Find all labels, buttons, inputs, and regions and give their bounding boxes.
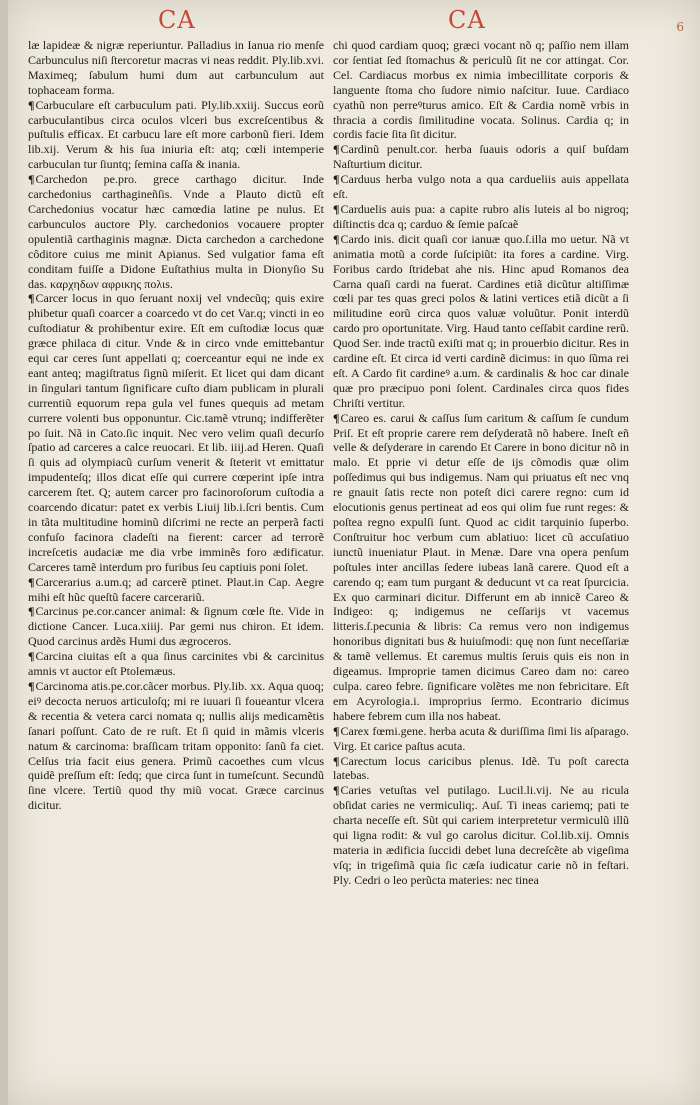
entry-text: Carduus herba vulgo nota a qua cardueliis auis appellata eſt. — [333, 172, 629, 202]
entry-paragraph — [28, 575, 324, 605]
entry-text: Caries vetuſtas vel putilago. Lucil.li.vij. Ne au ricula obſidat caries ne vermiculiq;. Auſ. Ti ineas cariemq; pati te charta neceſſe eſt. Sũt qui cariem interpretetur vermiculũ illũ qui ligna rodit: & vul go carolus dicitur. Col.lib.xij. Omnis materia in ædificia ſuccidi debet luna decreſcẽte ab vigeſima vſq; in trigeſimã quia ſic cæſa iudicatur carie nõ in feſtari. Ply. Cedri o leo perũcta materies: nec tinea — [333, 783, 629, 887]
paragraph-mark-icon: ¶ — [333, 783, 340, 798]
entry-text: Carcinoma atis.pe.cor.cãcer morbus. Ply.lib. xx. Aqua quoq; eiꝰ decocta neruos articuloſq; mi re iuuari ſi foueantur vlcera & recentia & vetera carci nomata q; nullis alijs medicamẽtis ſanari poſſunt. Cato de re ruſt. Et ſi quid in mãmis vlceris natum & carcinoma: braſſicam tritam opponito: ſanũ fa ciet. Celſus tria facit eius genera. Primũ cacoethes cum vlcus quidẽ preſſum eſt: ſedq; que circa ſunt in tumeſcunt. Secundũ ſine vlcere. Tertiũ quod thy miũ vocat. Græce carcinus dicitur. — [28, 678, 324, 813]
entry-text: Carcerarius a.um.q; ad carcerẽ ptinet. Plaut.in Cap. Aegre mihi eſt hũc queſtũ facere carcerariũ. — [28, 574, 324, 604]
paragraph-mark-icon: ¶ — [333, 723, 340, 738]
running-head-right: CA — [448, 6, 486, 34]
entry-text: Carectum locus caricibus plenus. Idẽ. Tu poſt carecta latebas. — [333, 753, 629, 783]
entry-paragraph — [28, 291, 324, 574]
left-text-column — [28, 38, 324, 813]
paragraph-mark-icon: ¶ — [333, 201, 340, 216]
paragraph-mark-icon: ¶ — [28, 291, 35, 306]
paragraph-mark-icon: ¶ — [333, 410, 340, 425]
entry-paragraph — [333, 411, 629, 724]
entry-paragraph — [28, 172, 324, 291]
entry-text: Carcina ciuitas eſt a qua ſinus carcinites vbi & carcinitus amnis vt auctor eſt Ptolemæus. — [28, 649, 324, 679]
entry-paragraph — [333, 783, 629, 887]
paragraph-mark-icon: ¶ — [333, 142, 340, 157]
right-text-column — [333, 38, 629, 888]
entry-text: Cardo inis. dicit quaſi cor ianuæ quo.ſ.illa mo uetur. Nã vt animatia motũ a corde ſuſcipiũt: ita fores a cardine. Virg. Foribus cardo ſtridebat ahe nis. Hinc apud Romanos dea Carna quaſi cardi na fuerat. Cardines etiã dicũtur altiſſimæ cœli par tes quas greci polos & latini vertices etiã dicũt a ſi militudine eorũ circa quos valuæ voluũtur. Ponit interdũ cardo pro oportunitate. Virg. Haud tanto ceſſabit cardine rerũ. Quod Ser. inde tractũ exiſti mat q; in prouerbio dicitur. Res in cardine eſt. Et circa id verti cardinẽ dicimus: in quo ſũma rei eſt. A Cardo fit cardineꝰ a.um. & cardinalis & hoc car dinale quæ pro præcipuo poni ſolent. Cardinales circa quos fides Chriſti vertitur. — [333, 231, 629, 410]
book-page — [8, 0, 700, 1105]
folio-number: 6 — [676, 20, 684, 34]
entry-paragraph — [28, 98, 324, 173]
entry-text: Carex fœmi.gene. herba acuta & duriſſima ſimi lis aſparago. Virg. Et carice paſtus acuta. — [333, 723, 629, 753]
entry-paragraph — [333, 724, 629, 754]
entry-paragraph — [333, 232, 629, 411]
paragraph-mark-icon: ¶ — [28, 604, 35, 619]
entry-text: Carcer locus in quo ſeruant noxij vel vndecũq; quis exire phibetur quaſi coarcer a coarcedo vt do cet Var.q; vincti in eo cuſtodiatur & prohibentur exire. Eſt em cuſtodiæ locus quæ græce philaca di citur. Vnde & in circo vnde emittebantur equi car ceres ſunt appellati q; coerceantur equi ne inde ex eant anteq; magiſtratus ſignũ miſerit. Et licet qui dam dicant in ſingulari tantum ſignificare cuſto diam publicam in plurali currentiũ equorum repa gula vel funes quequis ad metam currere volenti bus opponuntur. Cic.tamẽ vtrunq; indifferẽter po ſuit. Nã in Cato.ſic inquit. Nec vero velim quaſi decurſo ſpatio ad carceres a calce reuocari. Et lib. iiij.ad Heren. Quaſi ſi quis ad olympiacũ curſum venerit & ſteterit vt emittatur impudenteſq; illos dicat eſſe qui currere cœperint ipſe intra carcerem ſtet. Q; autem carcer pro facinoroſorum cuſtodia a coarcendo dicatur: patet ex verbis Liuij lib.i.ſcri bentis. Cum in tãta multitudine hominũ diſcrimi ne recte an perperã facti confuſo facinora cladeſti na fierent: carcer ad terrorẽ increſcetis audaciæ me dia vrbe imminẽs foro ædificatur. Carceres tamẽ interdum pro furibus ſeu captiuis poni ſolet. — [28, 291, 324, 574]
paragraph-mark-icon: ¶ — [28, 678, 35, 693]
paragraph-mark-icon: ¶ — [333, 231, 340, 246]
entry-paragraph — [28, 604, 324, 649]
entry-text: Cardinũ penult.cor. herba ſuauis odoris a quiſ buſdam Naſturtium dicitur. — [333, 142, 629, 172]
entry-paragraph — [333, 754, 629, 784]
entry-paragraph — [333, 172, 629, 202]
paragraph-mark-icon: ¶ — [333, 172, 340, 187]
entry-paragraph — [28, 679, 324, 813]
entry-text: Careo es. carui & caſſus ſum caritum & caſſum ſe cundum Priſ. Et eſt proprie carere rem deſyderatã nõ habere. Ineſt eñ velle & deſyderare in carendo Et Carere in bono dicitur nõ in malo. Et pprie vi detur eſſe de ijs cõmodis quæ olim poſſedimus qui bus indigemus. Nam qui priuatus eſt nec vnq re gnauit ſatis recte non poteſt dici carere regno: cum id elocutionis genus pertineat ad eos qui olim fue runt reges: & poſtea regno expulſi ſunt. Quod ac cidit tarquinio ſuperbo. Conſtruitur hoc verbum cum ablatiuo: licet cũ accuſatiuo iunctũ inueniatur Plaut. in Menæ. Dare vna opera penſum poſtules inter ancillas ſedere iubeas lanã carere. Quod eſt a carendo q; eam tum purgant & deducunt vt ca reat ſpurcicia. Ex quo carminari dicitur. Differunt em ab innicẽ Careo & Indigeo: q; indigemus ne ceſſarijs vt vacemus litteris.ſ.pecunia & libris: Ca remus vero non indigemus honoribus dignitati bus & huiuſmodi: quę non ſunt neceſſariæ & tamẽ vellemus. Et caremus multis ſeruis quis eis non in digeamus. Improprie tamen dicimus Careo dam no: careo culpa. careo febre. ſignificare volẽtes me non febricitare. Eſt em Acyrologia.i. improprius ſermo. Econtrario dicimus habere febrem cum illa nos habeat. — [333, 410, 629, 723]
entry-text: Carbuculare eſt carbuculum pati. Ply.lib.xxiij. Succus eorũ carbuculantibus circa oculos vlceri bus excreſcentibus & puſtulis efficax. Et carbucu lare eſt more carbonũ fieri. Idem lib.xij. Verum & his ſua iniuria eſt: atq; cœli intemperie carbuculan tur ſiuntq; ſemina caſſa & inania. — [28, 97, 324, 172]
paragraph-mark-icon: ¶ — [28, 574, 35, 589]
paragraph-mark-icon: ¶ — [28, 172, 35, 187]
paragraph-mark-icon: ¶ — [333, 753, 340, 768]
entry-paragraph: chi quod cardiam quoq; græci vocant nõ q; paſſio nem illam cor ſentiat ſed ſtomachus & periculũ ſit ne cor attingat. Cor. Cel. Cardiacus morbus ex nimia imbecillitate corporis & languente ſtoma cho ſudore nimio naſcitur. Iuue. Cardiaco cyathũ non perreꝰturus amico. Eſt & Cardia nomẽ vrbis in thracia a cordis ſimilitudine vocata. Solinus. Cardia q; in cordis facie ſita ſit dicitur. — [333, 38, 629, 142]
running-head-left: CA — [158, 6, 196, 34]
entry-paragraph — [333, 142, 629, 172]
paragraph-mark-icon: ¶ — [28, 649, 35, 664]
entry-text: Carcinus pe.cor.cancer animal: & ſignum cœle ſte. Vide in dictione Cancer. Luca.xiiij. Par gemi nus chiron. Et idem. Quod carcinus ardẽs Humi dus ægroceros. — [28, 604, 324, 649]
entry-text: Carduelis auis pua: a capite rubro alis luteis al bo nigroq; diſtinctis dca q; carduo & ſemie paſcaẽ — [333, 201, 629, 231]
entry-text: Carchedon pe.pro. grece carthago dicitur. Inde carchedonius carthagineñſis. Vnde a Plauto dictũ eſt Carchedonius vocatur hæc camœdia latine pe nulus. Et carbunculos auctore Ply. carchedonios vocauere propter opulentiã carthaginis magnæ. Dicta carchedon a carchedone côditore cuius me minit Apianus. Sed vulgatior fama eſt conditam fuiſſe a Didone Euſtathius multa in Dionyſio Su das. καρχηδων αφρικης πολιs. — [28, 172, 324, 291]
paragraph-mark-icon: ¶ — [28, 97, 35, 112]
entry-paragraph — [333, 202, 629, 232]
entry-paragraph: læ lapideæ & nigræ reperiuntur. Palladius in Ianua rio menſe Carbunculus niſi ſtercoretur macras vi neas reddit. Ply.lib.xvi. Maximeq; ſabulum humi dum aut carbunculum aut tophaceam forma. — [28, 38, 324, 97]
entry-paragraph — [28, 649, 324, 679]
